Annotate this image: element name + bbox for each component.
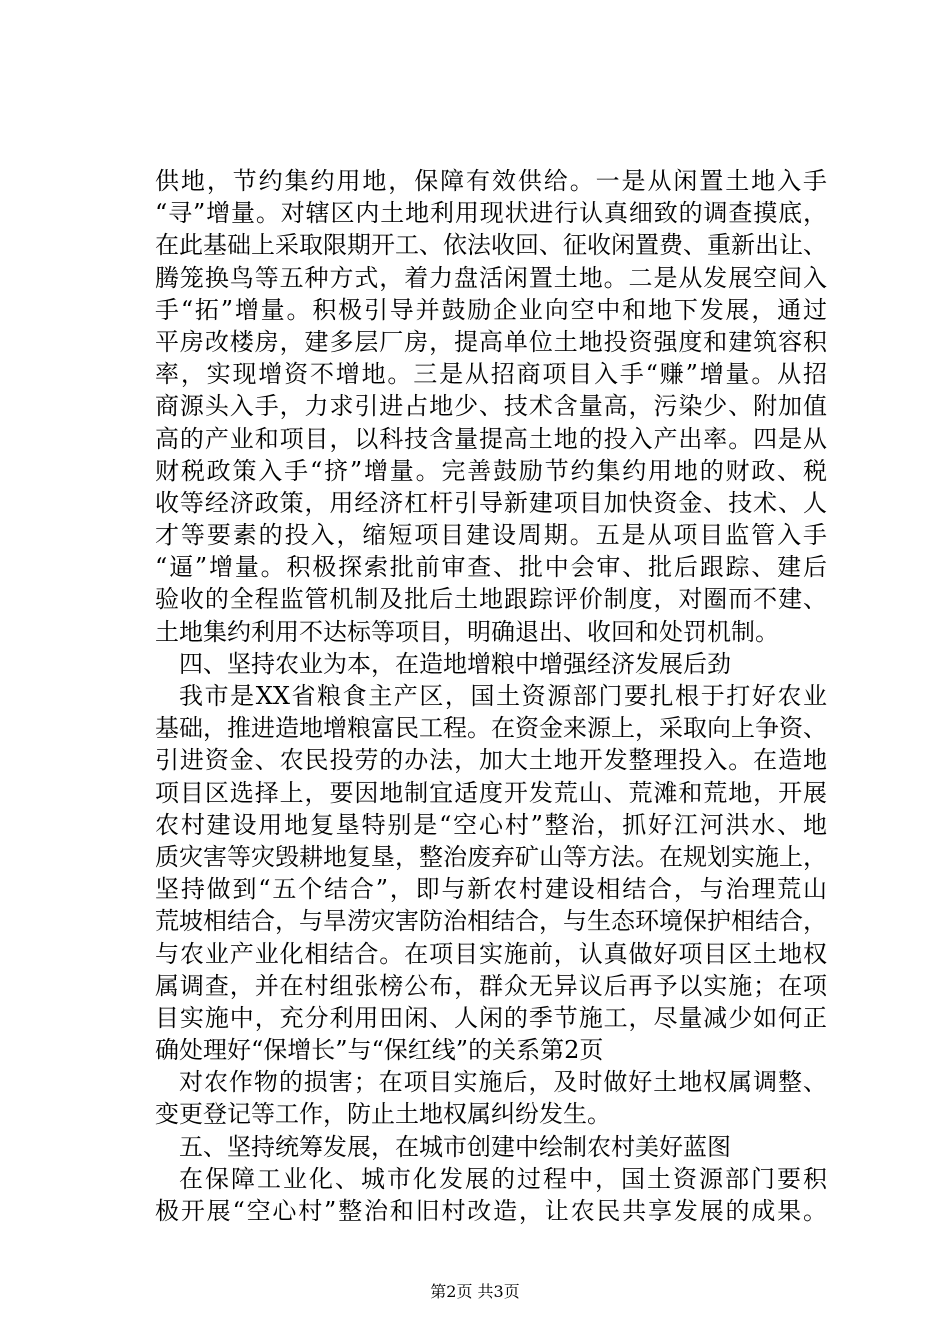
text-line: 确处理好“保增长”与“保红线”的关系第2页 — [155, 1036, 604, 1065]
text-line: 变更登记等工作，防止土地权属纠纷发生。 — [155, 1100, 611, 1129]
text-line: 坚持做到“五个结合”，即与新农村建设相结合，与治理荒山 — [155, 875, 827, 904]
text-line: 目实施中，充分利用田闲、人闲的季节施工，尽量减少如何正 — [155, 1003, 827, 1032]
text-line: 极开展“空心村”整治和旧村改造，让农民共享发展的成果。 — [155, 1197, 827, 1225]
text-line: 农村建设用地复垦特别是“空心村”整治，抓好江河洪水、地 — [155, 810, 827, 839]
document-body — [155, 165, 827, 1227]
text-line: 供地，节约集约用地，保障有效供给。一是从闲置土地入手 — [155, 167, 827, 195]
section-heading: 五、坚持统筹发展，在城市创建中绘制农村美好蓝图 — [179, 1132, 731, 1161]
text-line: 在保障工业化、城市化发展的过程中，国土资源部门要积 — [179, 1164, 827, 1193]
text-line: 属调查，并在村组张榜公布，群众无异议后再予以实施；在项 — [155, 971, 827, 1000]
text-line: 引进资金、农民投劳的办法，加大土地开发整理投入。在造地 — [155, 746, 827, 775]
text-line: 项目区选择上，要因地制宜适度开发荒山、荒滩和荒地，开展 — [155, 778, 827, 807]
text-line: 平房改楼房，建多层厂房，提高单位土地投资强度和建筑容积 — [155, 327, 827, 356]
section-heading: 四、坚持农业为本，在造地增粮中增强经济发展后劲 — [179, 649, 731, 678]
text-line: 与农业产业化相结合。在项目实施前，认真做好项目区土地权 — [155, 939, 827, 968]
text-line: 才等要素的投入，缩短项目建设周期。五是从项目监管入手 — [155, 521, 827, 550]
text-line: 土地集约利用不达标等项目，明确退出、收回和处罚机制。 — [155, 617, 779, 646]
text-line: 验收的全程监管机制及批后土地跟踪评价制度，对圈而不建、 — [155, 585, 827, 614]
text-line: 高的产业和项目，以科技含量提高土地的投入产出率。四是从 — [155, 424, 827, 453]
text-line: 手“拓”增量。积极引导并鼓励企业向空中和地下发展，通过 — [155, 295, 827, 324]
text-line: 基础，推进造地增粮富民工程。在资金来源上，采取向上争资、 — [155, 714, 827, 743]
page-footer: 第2页 共3页 — [430, 1282, 520, 1301]
text-line: 财税政策入手“挤”增量。完善鼓励节约集约用地的财政、税 — [155, 456, 827, 485]
text-line: 质灾害等灾毁耕地复垦，整治废弃矿山等方法。在规划实施上， — [155, 842, 827, 871]
text-line: 我市是XX省粮食主产区，国土资源部门要扎根于打好农业 — [179, 682, 827, 710]
text-line: 在此基础上采取限期开工、依法收回、征收闲置费、重新出让、 — [155, 231, 827, 260]
text-line: 荒坡相结合，与旱涝灾害防治相结合，与生态环境保护相结合， — [155, 907, 827, 936]
text-line: 率，实现增资不增地。三是从招商项目入手“赚”增量。从招 — [155, 360, 827, 389]
text-line: 商源头入手，力求引进占地少、技术含量高，污染少、附加值 — [155, 392, 827, 421]
text-line: 腾笼换鸟等五种方式，着力盘活闲置土地。二是从发展空间入 — [155, 263, 827, 292]
text-line: 对农作物的损害；在项目实施后，及时做好土地权属调整、 — [179, 1068, 827, 1097]
text-line: “逼”增量。积极探索批前审查、批中会审、批后跟踪、建后 — [155, 553, 827, 582]
text-line: “寻”增量。对辖区内土地利用现状进行认真细致的调查摸底， — [155, 199, 827, 228]
text-line: 收等经济政策，用经济杠杆引导新建项目加快资金、技术、人 — [155, 488, 827, 517]
